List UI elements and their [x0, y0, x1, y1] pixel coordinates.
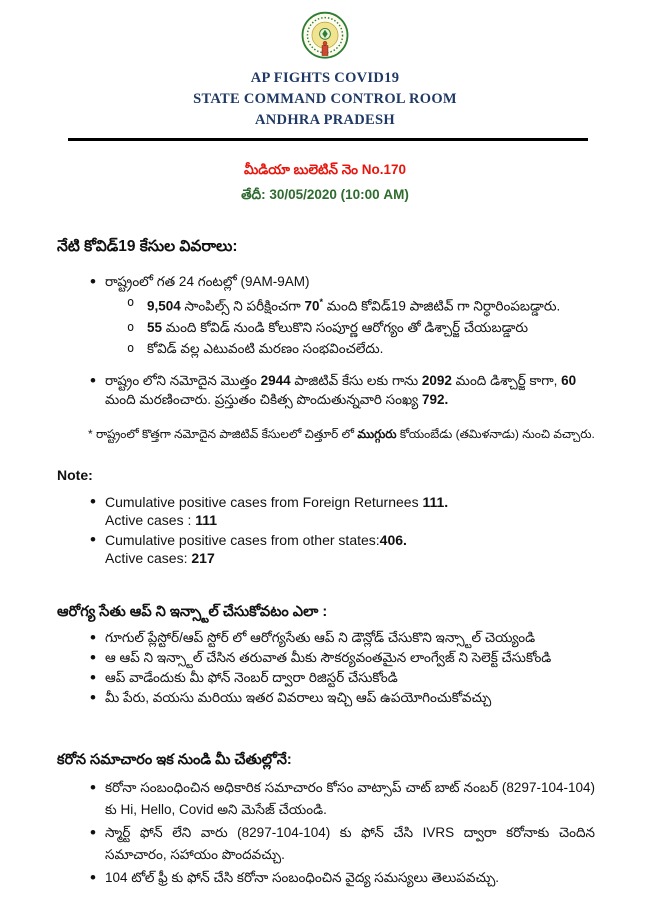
aarogya-setu-list: [57, 628, 595, 708]
today-subbullet-discharged: o 55 మంది కోవిడ్ నుండి కోలుకొని సంపూర్ణ ఆరోగ్యం తో డిశ్చార్జ్ చేయబడ్డారు: [125, 318, 595, 337]
note-bullet-foreign-returnees: [88, 493, 595, 530]
corona-bullet-104-tollfree: • 104 టోల్ ఫ్రీ కు ఫోన్ చేసి కరోనా సంబంధించిన వైద్య సమస్యలు తెలుపవచ్చు.: [88, 867, 595, 889]
note-other-states-line-2: Active cases: 217: [105, 550, 215, 566]
aarogya-bullet-register: • ఆప్ వాడేందుకు మీ ఫోన్ నెంబర్ ద్వారా రిజిస్టర్ చేసుకోండి: [88, 668, 595, 688]
corona-info-heading: కరోన సమాచారం ఇక నుండి మీ చేతుల్లోనే:: [57, 751, 292, 768]
corona-info-list: [57, 777, 595, 889]
today-subbullet-samples-tested: o 9,504 సాంపిల్స్ ని పరీక్షించగా 70* మంది కోవిడ్19 పాజిటివ్ గా నిర్ధారింపబడ్డారు.: [125, 293, 595, 316]
ap-government-emblem-icon: [298, 10, 352, 64]
header-line-2: STATE COMMAND CONTROL ROOM: [193, 91, 457, 107]
header-line-1: AP FIGHTS COVID19: [250, 70, 400, 86]
bulletin-meta: [0, 162, 650, 206]
note-list: [57, 493, 595, 568]
aarogya-bullet-download: • గూగుల్ ప్లేస్టోర్/ఆప్ స్టోర్ లో ఆరోగ్యసేతు ఆప్ ని డౌన్లోడ్ చేసుకొని ఇన్స్టాల్ చెయ్యండి: [88, 628, 595, 648]
today-subbullet-no-deaths: o కోవిడ్ వల్ల ఎటువంటి మరణం సంభవించలేదు.: [125, 339, 595, 358]
bulletin-date: తేదీ: 30/05/2020 (10:00 AM): [241, 187, 409, 202]
aarogya-bullet-details: • మీ పేరు, వయసు మరియు ఇతర వివరాలు ఇచ్చి ఆప్ ఉపయోగించుకోవచ్చు: [88, 688, 595, 708]
note-foreign-line-1: • Cumulative positive cases from Foreign Returnees 111.: [105, 493, 449, 510]
today-cases-heading: నేటి కోవిడ్19 కేసుల వివరాలు:: [57, 238, 238, 255]
note-bullet-other-states: [88, 531, 595, 568]
header-line-3: ANDHRA PRADESH: [255, 112, 395, 128]
note-label: Note:: [57, 466, 93, 483]
aarogya-setu-heading: ఆరోగ్య సేతు ఆప్ ని ఇన్స్టాల్ చేసుకోవటం ఎలా :: [57, 603, 328, 620]
bulletin-number: మీడియా బులెటిన్ నెం No.170: [243, 162, 407, 177]
aarogya-bullet-language: • ఆ ఆప్ ని ఇన్స్టాల్ చేసిన తరువాత మీకు సౌకర్యవంతమైన లాంగ్వేజ్ ని సెలెక్ట్ చేసుకోండి: [88, 648, 595, 668]
note-foreign-line-2: Active cases : 111: [105, 512, 218, 528]
note-other-states-line-1: • Cumulative positive cases from other states:406.: [105, 531, 407, 548]
corona-bullet-whatsapp: • కరోనా సంబంధించిన అధికారిక సమాచారం కోసం వాట్సాప్ చాట్ బాట్ నంబర్ (8297-104-104) కు Hi, Hello, Covid అని మెసేజ్ చేయండి.: [88, 777, 595, 821]
today-bullet-totals: • రాష్ట్రం లోని నమోదైన మొత్తం 2944 పాజిటివ్ కేసు లకు గాను 2092 మంది డిశ్చార్జ్ కాగా, 60 మంది మరణించారు. ప్రస్తుతం చికిత్స పొందుతున్నవారి సంఖ్య 792.: [88, 371, 595, 409]
bulletin-body: [0, 238, 650, 889]
header: [0, 0, 650, 131]
corona-bullet-ivrs: • స్మార్ట్ ఫోన్ లేని వారు (8297-104-104) కు ఫోన్ చేసి IVRS ద్వారా కరోనాకు చెందిన సమాచారం, సహాయం పొందవచ్చు.: [88, 822, 595, 866]
today-bullet-last24h: • రాష్ట్రంలో గత 24 గంటల్లో (9AM-9AM): [88, 272, 595, 291]
divider-rule: [68, 138, 588, 141]
today-footnote: * రాష్ట్రంలో కొత్తగా నమోదైన పాజిటివ్ కేసులలో చిత్తూర్ లో ముగ్గురు కోయంబేడు (తమిళనాడు) నుంచి వచ్చారు.: [88, 426, 595, 441]
